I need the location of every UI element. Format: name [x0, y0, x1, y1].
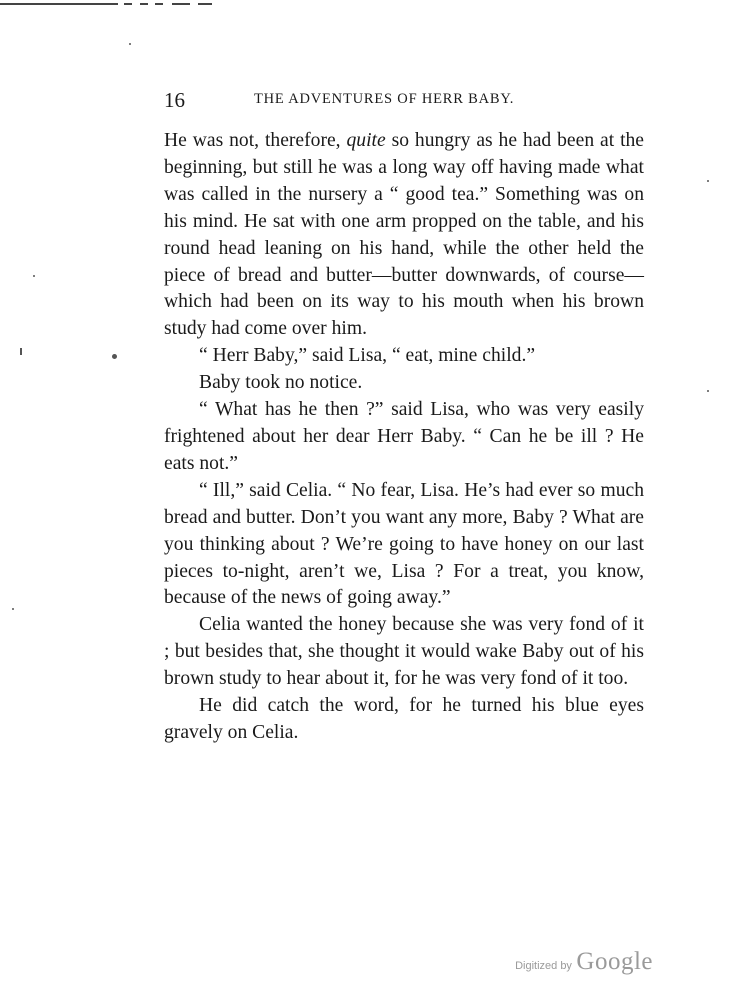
scan-speck [112, 354, 117, 359]
paragraph: Baby took no notice. [199, 372, 363, 394]
scan-top-rule-segment [198, 3, 212, 5]
watermark-brand: Google [576, 948, 653, 975]
paragraph: He did catch the word, for he turned his blue eyes gravely on Celia. [164, 695, 644, 743]
watermark-prefix: Digitized by [515, 960, 572, 972]
scan-speck [12, 608, 14, 610]
body-text [164, 128, 644, 747]
digitized-watermark [515, 948, 653, 976]
scan-top-rule-segment [140, 3, 148, 5]
scan-speck [20, 348, 22, 355]
scan-speck [707, 390, 709, 392]
scan-speck [33, 275, 35, 277]
paragraph-text: so hungry as he had been at the beginning, but still he was a long way off having made what was called in the nursery a “ good tea.” Something was on his mind. He sat with one arm propped on the table, and his round head leaning on his hand, while the other held the piece of bread and butter—butter downwards, of course—which had been on its way to his mouth when his brown study had come over him. [164, 130, 645, 340]
scan-speck [129, 43, 131, 45]
scan-top-rule-segment [124, 3, 132, 5]
page-header [164, 90, 644, 114]
paragraph-text: He was not, therefore, [164, 130, 347, 151]
page-number: 16 [164, 88, 185, 112]
paragraph: Celia wanted the honey because she was very fond of it ; but besides that, she thought it would wake Baby out of his brown study to hear about it, for he was very fond of it too. [164, 614, 644, 690]
scan-top-rule [0, 3, 118, 5]
paragraph: “ Herr Baby,” said Lisa, “ eat, mine child.” [199, 345, 536, 367]
scan-top-rule-segment [172, 3, 190, 5]
paragraph [164, 128, 644, 343]
emphasized-word: quite [346, 130, 386, 151]
paragraph: “ Ill,” said Celia. “ No fear, Lisa. He’s had ever so much bread and butter. Don’t you want any more, Baby ? What are you thinking about ? We’re going to have honey on our last pieces to-night, aren’t we, Lisa ? For a treat, you know, because of the news of going away.” [164, 479, 644, 609]
scan-speck [707, 180, 709, 182]
paragraph: “ What has he then ?” said Lisa, who was very easily frightened about her dear Herr Baby. “ Can he be ill ? He eats not.” [164, 399, 644, 474]
scan-top-rule-segment [155, 3, 163, 5]
running-head: THE ADVENTURES OF HERR BABY. [254, 91, 515, 107]
